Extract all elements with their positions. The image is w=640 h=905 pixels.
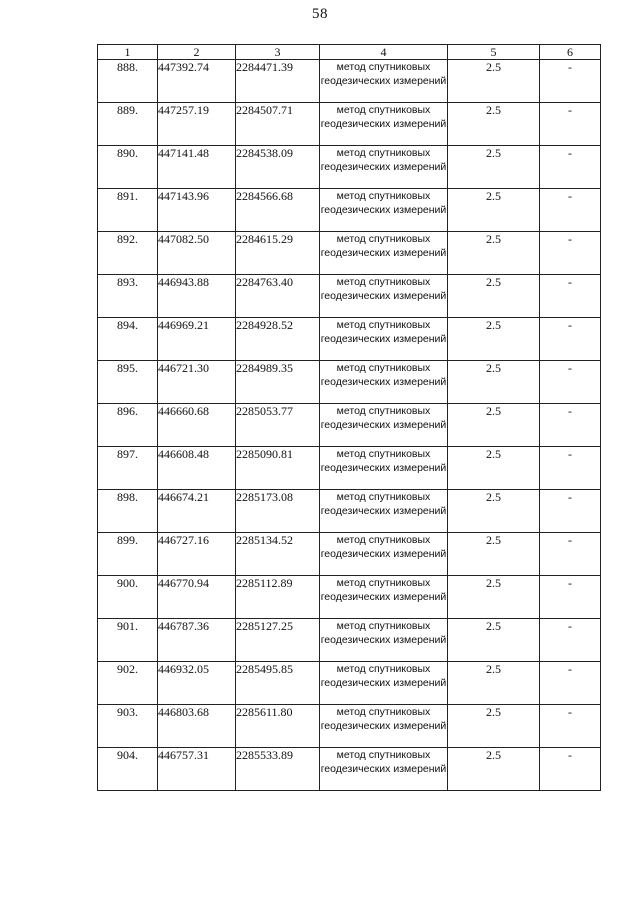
x-coordinate-cell: 446770.94 [158, 576, 236, 619]
header-row [98, 45, 601, 60]
method-cell: метод спутниковых геодезических измерений [320, 146, 448, 189]
method-cell: метод спутниковых геодезических измерений [320, 189, 448, 232]
table-row [98, 662, 601, 705]
note-cell: - [540, 318, 601, 361]
note-cell: - [540, 232, 601, 275]
accuracy-cell: 2.5 [448, 447, 540, 490]
note-cell: - [540, 490, 601, 533]
point-number-cell: 891. [98, 189, 158, 232]
accuracy-cell: 2.5 [448, 404, 540, 447]
accuracy-cell: 2.5 [448, 146, 540, 189]
table-row [98, 318, 601, 361]
x-coordinate-cell: 447257.19 [158, 103, 236, 146]
method-cell: метод спутниковых геодезических измерений [320, 662, 448, 705]
table-row [98, 705, 601, 748]
x-coordinate-cell: 446969.21 [158, 318, 236, 361]
table-row [98, 103, 601, 146]
y-coordinate-cell: 2285127.25 [236, 619, 320, 662]
note-cell: - [540, 748, 601, 791]
method-cell: метод спутниковых геодезических измерений [320, 361, 448, 404]
note-cell: - [540, 705, 601, 748]
method-cell: метод спутниковых геодезических измерений [320, 748, 448, 791]
header-cell-1: 1 [98, 45, 158, 60]
header-cell-2: 2 [158, 45, 236, 60]
note-cell: - [540, 662, 601, 705]
x-coordinate-cell: 447141.48 [158, 146, 236, 189]
table-row [98, 447, 601, 490]
y-coordinate-cell: 2284763.40 [236, 275, 320, 318]
method-cell: метод спутниковых геодезических измерений [320, 490, 448, 533]
note-cell: - [540, 404, 601, 447]
page-number: 58 [312, 6, 328, 22]
accuracy-cell: 2.5 [448, 103, 540, 146]
x-coordinate-cell: 446932.05 [158, 662, 236, 705]
x-coordinate-cell: 446660.68 [158, 404, 236, 447]
y-coordinate-cell: 2284538.09 [236, 146, 320, 189]
point-number-cell: 898. [98, 490, 158, 533]
y-coordinate-cell: 2285495.85 [236, 662, 320, 705]
point-number-cell: 892. [98, 232, 158, 275]
table-row [98, 576, 601, 619]
note-cell: - [540, 189, 601, 232]
point-number-cell: 896. [98, 404, 158, 447]
x-coordinate-cell: 446757.31 [158, 748, 236, 791]
table-row [98, 619, 601, 662]
method-cell: метод спутниковых геодезических измерений [320, 275, 448, 318]
table-row [98, 361, 601, 404]
method-cell: метод спутниковых геодезических измерений [320, 447, 448, 490]
accuracy-cell: 2.5 [448, 189, 540, 232]
point-number-cell: 899. [98, 533, 158, 576]
accuracy-cell: 2.5 [448, 60, 540, 103]
note-cell: - [540, 275, 601, 318]
accuracy-cell: 2.5 [448, 533, 540, 576]
point-number-cell: 889. [98, 103, 158, 146]
table-row [98, 232, 601, 275]
method-cell: метод спутниковых геодезических измерений [320, 404, 448, 447]
accuracy-cell: 2.5 [448, 619, 540, 662]
note-cell: - [540, 619, 601, 662]
note-cell: - [540, 447, 601, 490]
point-number-cell: 902. [98, 662, 158, 705]
y-coordinate-cell: 2284615.29 [236, 232, 320, 275]
header-cell-6: 6 [540, 45, 601, 60]
table-row [98, 490, 601, 533]
point-number-cell: 903. [98, 705, 158, 748]
method-cell: метод спутниковых геодезических измерений [320, 232, 448, 275]
table-header [98, 45, 601, 60]
x-coordinate-cell: 447082.50 [158, 232, 236, 275]
point-number-cell: 895. [98, 361, 158, 404]
y-coordinate-cell: 2284471.39 [236, 60, 320, 103]
accuracy-cell: 2.5 [448, 705, 540, 748]
y-coordinate-cell: 2285112.89 [236, 576, 320, 619]
note-cell: - [540, 533, 601, 576]
accuracy-cell: 2.5 [448, 361, 540, 404]
note-cell: - [540, 103, 601, 146]
y-coordinate-cell: 2285090.81 [236, 447, 320, 490]
coordinates-table [97, 44, 601, 791]
point-number-cell: 888. [98, 60, 158, 103]
point-number-cell: 893. [98, 275, 158, 318]
table-row [98, 275, 601, 318]
point-number-cell: 904. [98, 748, 158, 791]
accuracy-cell: 2.5 [448, 576, 540, 619]
x-coordinate-cell: 447392.74 [158, 60, 236, 103]
header-cell-4: 4 [320, 45, 448, 60]
y-coordinate-cell: 2284566.68 [236, 189, 320, 232]
x-coordinate-cell: 446787.36 [158, 619, 236, 662]
accuracy-cell: 2.5 [448, 662, 540, 705]
table-row [98, 748, 601, 791]
accuracy-cell: 2.5 [448, 318, 540, 361]
y-coordinate-cell: 2285134.52 [236, 533, 320, 576]
y-coordinate-cell: 2285173.08 [236, 490, 320, 533]
point-number-cell: 894. [98, 318, 158, 361]
accuracy-cell: 2.5 [448, 748, 540, 791]
y-coordinate-cell: 2284989.35 [236, 361, 320, 404]
table-row [98, 533, 601, 576]
header-cell-5: 5 [448, 45, 540, 60]
header-cell-3: 3 [236, 45, 320, 60]
note-cell: - [540, 576, 601, 619]
method-cell: метод спутниковых геодезических измерений [320, 533, 448, 576]
y-coordinate-cell: 2285611.80 [236, 705, 320, 748]
point-number-cell: 897. [98, 447, 158, 490]
x-coordinate-cell: 447143.96 [158, 189, 236, 232]
accuracy-cell: 2.5 [448, 490, 540, 533]
point-number-cell: 890. [98, 146, 158, 189]
point-number-cell: 901. [98, 619, 158, 662]
method-cell: метод спутниковых геодезических измерений [320, 705, 448, 748]
table-row [98, 60, 601, 103]
x-coordinate-cell: 446721.30 [158, 361, 236, 404]
point-number-cell: 900. [98, 576, 158, 619]
accuracy-cell: 2.5 [448, 232, 540, 275]
method-cell: метод спутниковых геодезических измерений [320, 576, 448, 619]
x-coordinate-cell: 446803.68 [158, 705, 236, 748]
table-row [98, 404, 601, 447]
x-coordinate-cell: 446727.16 [158, 533, 236, 576]
y-coordinate-cell: 2285053.77 [236, 404, 320, 447]
method-cell: метод спутниковых геодезических измерений [320, 619, 448, 662]
method-cell: метод спутниковых геодезических измерений [320, 318, 448, 361]
y-coordinate-cell: 2284928.52 [236, 318, 320, 361]
x-coordinate-cell: 446608.48 [158, 447, 236, 490]
table-row [98, 189, 601, 232]
note-cell: - [540, 361, 601, 404]
table-row [98, 146, 601, 189]
table-body [98, 60, 601, 791]
accuracy-cell: 2.5 [448, 275, 540, 318]
x-coordinate-cell: 446674.21 [158, 490, 236, 533]
y-coordinate-cell: 2284507.71 [236, 103, 320, 146]
note-cell: - [540, 146, 601, 189]
method-cell: метод спутниковых геодезических измерений [320, 103, 448, 146]
y-coordinate-cell: 2285533.89 [236, 748, 320, 791]
note-cell: - [540, 60, 601, 103]
method-cell: метод спутниковых геодезических измерений [320, 60, 448, 103]
x-coordinate-cell: 446943.88 [158, 275, 236, 318]
